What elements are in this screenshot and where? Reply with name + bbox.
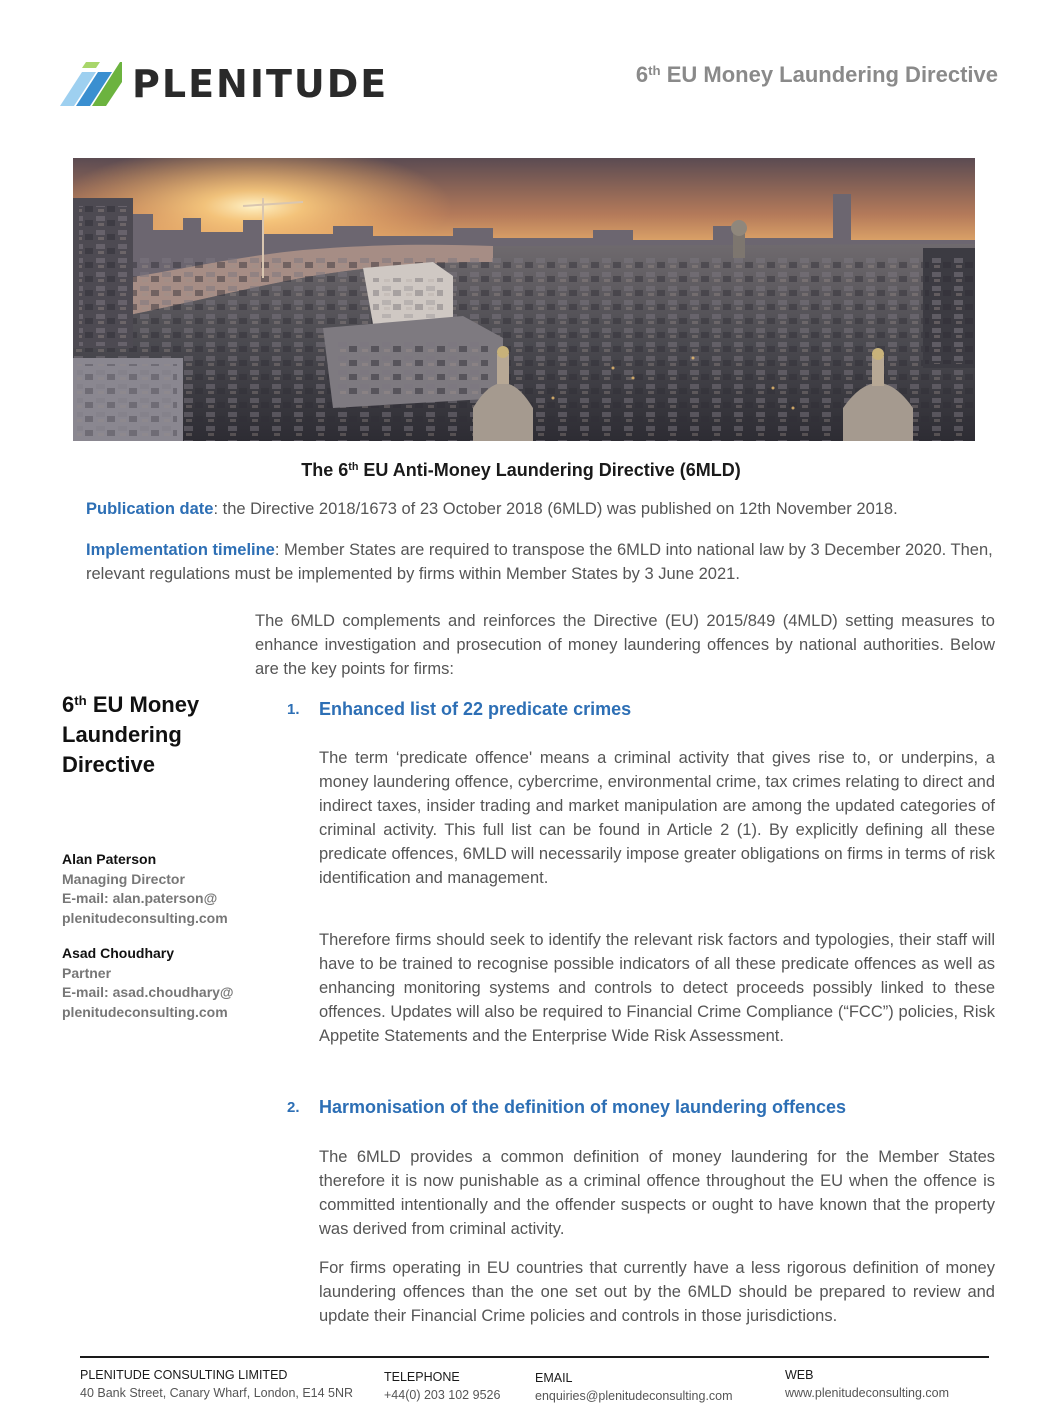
hero-cityscape-image xyxy=(73,158,975,441)
footer-telephone-value[interactable]: +44(0) 203 102 9526 xyxy=(384,1388,501,1402)
section-number: 2. xyxy=(287,1099,300,1116)
footer-web xyxy=(785,1366,949,1402)
contact-role: Managing Director xyxy=(62,870,185,887)
footer-web-link[interactable]: www.plenitudeconsulting.com xyxy=(785,1386,949,1400)
section-paragraph: The 6MLD provides a common definition of money laundering for the Member States therefore it is now punishable as a criminal offence throughout the EU when the offence is committed intentionally and the offender suspects or ought to have known that the property was derived from criminal activity. xyxy=(319,1148,995,1238)
intro-paragraph: The 6MLD complements and reinforces the Directive (EU) 2015/849 (4MLD) setting measures to enhance investigation and prosecution of money laundering offences by national authorities. Below are the key points for firms: xyxy=(255,612,995,678)
plenitude-logo xyxy=(60,58,400,110)
section-paragraph: For firms operating in EU countries that currently have a less rigorous definition of money laundering offences than the one set out by the 6MLD should be prepared to review and update their Financial Crime policies and controls in those jurisdictions. xyxy=(319,1259,995,1325)
contact-name: Asad Choudhary xyxy=(62,945,175,961)
footer-divider xyxy=(80,1356,989,1358)
contact-email[interactable]: E-mail: asad.choudhary@ xyxy=(62,984,234,1000)
implementation-timeline-label: Implementation timeline xyxy=(86,541,275,559)
logo-text: PLENITUDE xyxy=(132,62,389,106)
footer-address: 40 Bank Street, Canary Wharf, London, E14 5NR xyxy=(80,1386,354,1400)
publication-date-text: : the Directive 2018/1673 of 23 October 2018 (6MLD) was published on 12th November 2018. xyxy=(213,500,898,518)
document-title: The 6th EU Anti-Money Laundering Directive (6MLD) xyxy=(301,460,741,480)
section-heading xyxy=(287,1097,997,1118)
footer-web-label: WEB xyxy=(785,1368,814,1382)
footer-company-name: PLENITUDE CONSULTING LIMITED xyxy=(80,1368,288,1382)
section-paragraph: The term ‘predicate offence' means a criminal activity that gives rise to, or underpins, a money laundering offence, cybercrime, environmental crime, tax crimes relating to direct and indirect taxes, insider trading and market manipulation are among the updated categories of criminal activity. This full list can be found in Article 2 (1). By explicitly defining all these predicate offences, 6MLD will necessarily impose greater obligations on firms in terms of risk identification and management. xyxy=(319,749,995,887)
contact-name: Alan Paterson xyxy=(62,851,157,867)
implementation-timeline-line xyxy=(86,538,998,586)
publication-date-line xyxy=(86,497,998,521)
logo-stripes-icon xyxy=(60,62,122,106)
footer-company xyxy=(80,1366,353,1402)
section-heading xyxy=(287,699,997,720)
header-title: 6th EU Money Laundering Directive xyxy=(635,62,998,87)
contact-email-domain[interactable]: plenitudeconsulting.com xyxy=(62,909,228,926)
footer-email-link[interactable]: enquiries@plenitudeconsulting.com xyxy=(535,1389,733,1403)
implementation-timeline-text: : Member States are required to transpose the 6MLD into national law by 3 December 2020. Then, relevant regulations must be implemented by firms within Member States by 3 June 2021. xyxy=(86,541,993,583)
footer-email-label: EMAIL xyxy=(535,1371,573,1385)
footer-telephone xyxy=(384,1368,500,1404)
footer-email xyxy=(535,1369,733,1405)
contact-email-domain[interactable]: plenitudeconsulting.com xyxy=(62,1003,228,1020)
section-number: 1. xyxy=(287,701,300,718)
section-title: Harmonisation of the definition of money laundering offences xyxy=(319,1097,847,1117)
contact-role: Partner xyxy=(62,964,112,981)
sidebar-title: 6th EU Money Laundering Directive xyxy=(62,692,200,777)
publication-date-label: Publication date xyxy=(86,500,214,518)
contact-card xyxy=(62,944,262,1022)
contact-email[interactable]: E-mail: alan.paterson@ xyxy=(62,890,218,906)
section-title: Enhanced list of 22 predicate crimes xyxy=(319,699,632,719)
section-paragraph: Therefore firms should seek to identify the relevant risk factors and typologies, their staff will have to be trained to recognise possible indicators of all these predicate offences as well as enhancing monitoring systems and controls to detect proceeds possibly linked to these offences. Updates will also be required to Financial Crime Compliance (“FCC”) policies, Risk Appetite Statements and the Enterprise Wide Risk Assessment. xyxy=(319,931,995,1045)
footer-telephone-label: TELEPHONE xyxy=(384,1370,460,1384)
contact-card xyxy=(62,850,262,928)
